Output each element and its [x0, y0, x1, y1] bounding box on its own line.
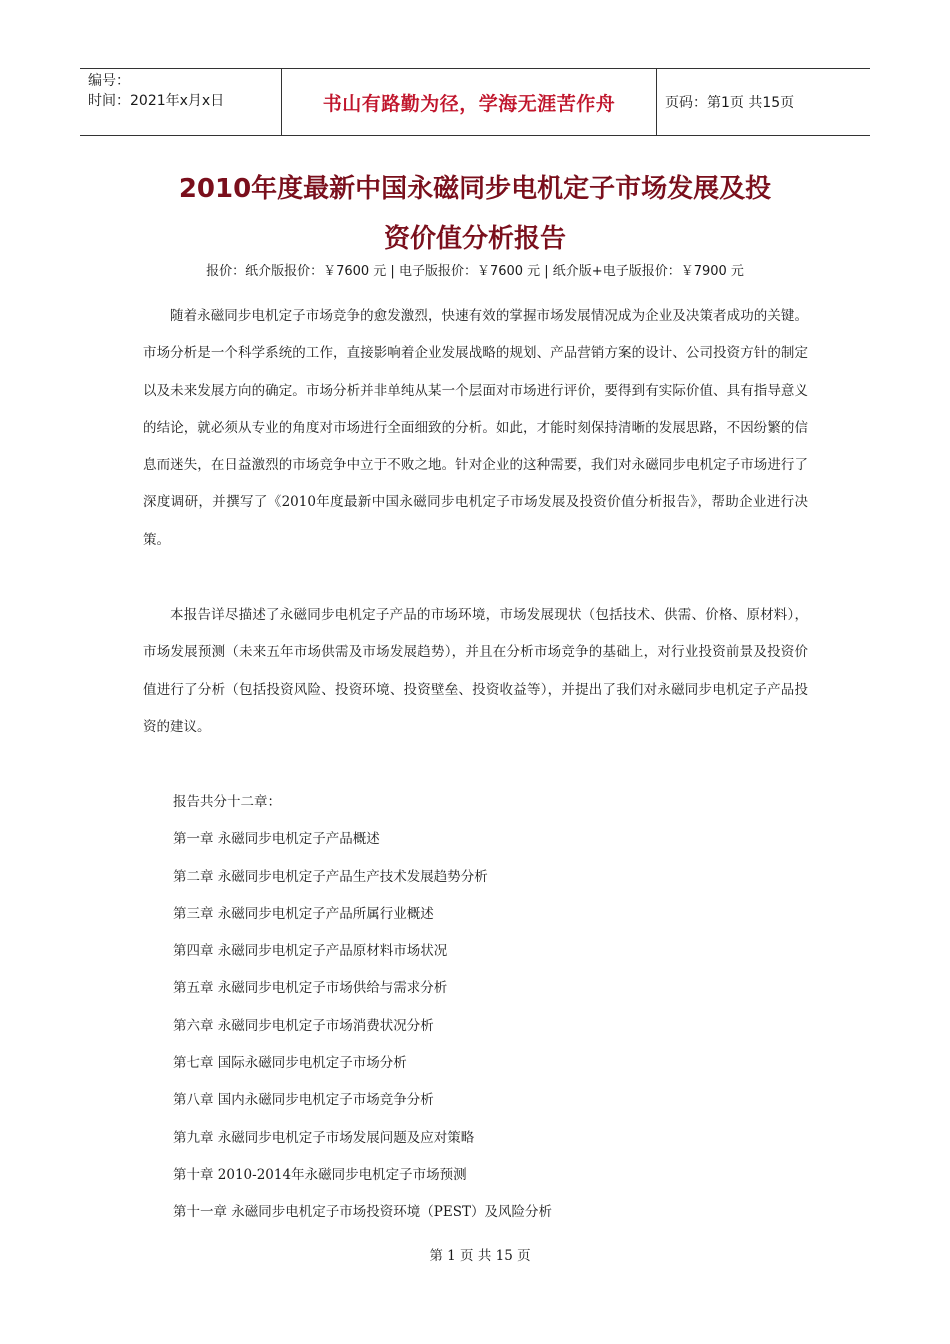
price-line: 报价：纸介版报价：￥7600 元 | 电子版报价：￥7600 元 | 纸介版+电子版报价：￥7900 元 — [206, 264, 744, 279]
chapter-item: 第十一章 永磁同步电机定子市场投资环境（PEST）及风险分析 — [173, 1204, 552, 1221]
header-table — [80, 68, 870, 136]
chapter-item: 第四章 永磁同步电机定子产品原材料市场状况 — [173, 943, 448, 960]
document-title-line-2: 资价值分析报告 — [383, 224, 566, 254]
chapter-list — [173, 784, 552, 1232]
chapter-item: 第七章 国际永磁同步电机定子市场分析 — [173, 1055, 407, 1072]
chapter-list-heading: 报告共分十二章： — [173, 794, 281, 810]
header-motto: 书山有路勤为径，学海无涯苦作舟 — [282, 69, 657, 135]
chapter-item: 第九章 永磁同步电机定子市场发展问题及应对策略 — [173, 1129, 475, 1146]
chapter-item: 第六章 永磁同步电机定子市场消费状况分析 — [173, 1017, 434, 1034]
page-footer: 第 1 页 共 15 页 — [429, 1248, 531, 1264]
header-meta — [80, 69, 282, 135]
number-label: 编号： — [88, 73, 130, 89]
scope-paragraph: 本报告详尽描述了永磁同步电机定子产品的市场环境，市场发展现状（包括技术、供需、价格、原材料），市场发展预测（未来五年市场供需及市场发展趋势），并且在分析市场竞争的基础上，对行业投资前景及投资价值进行了分析（包括投资风险、投资环境、投资壁垒、投资收益等），并提出了我们对永磁同步电机定子产品投资的建议。 — [143, 607, 808, 735]
chapter-item: 第一章 永磁同步电机定子产品概述 — [173, 831, 380, 848]
chapter-item: 第三章 永磁同步电机定子产品所属行业概述 — [173, 905, 434, 922]
date-label: 时间：2021年x月x日 — [88, 93, 225, 109]
header-page-info: 页码：第1页 共15页 — [665, 95, 795, 111]
chapter-item: 第二章 永磁同步电机定子产品生产技术发展趋势分析 — [173, 868, 488, 885]
chapter-item: 第十章 2010-2014年永磁同步电机定子市场预测 — [173, 1166, 467, 1183]
chapter-item: 第五章 永磁同步电机定子市场供给与需求分析 — [173, 980, 448, 997]
intro-paragraph: 随着永磁同步电机定子市场竞争的愈发激烈，快速有效的掌握市场发展情况成为企业及决策者成功的关键。市场分析是一个科学系统的工作，直接影响着企业发展战略的规划、产品营销方案的设计、公司投资方针的制定以及未来发展方向的确定。市场分析并非单纯从某一个层面对市场进行评价，要得到有实际价值、具有指导意义的结论，就必须从专业的角度对市场进行全面细致的分析。如此，才能时刻保持清晰的发展思路，不因纷繁的信息而迷失，在日益激烈的市场竞争中立于不败之地。针对企业的这种需要，我们对永磁同步电机定子市场进行了深度调研，并撰写了《2010年度最新中国永磁同步电机定子市场发展及投资价值分析报告》，帮助企业进行决策。 — [143, 308, 808, 548]
chapter-item: 第八章 国内永磁同步电机定子市场竞争分析 — [173, 1092, 434, 1109]
document-title-line-1: 2010年度最新中国永磁同步电机定子市场发展及投 — [178, 174, 772, 204]
